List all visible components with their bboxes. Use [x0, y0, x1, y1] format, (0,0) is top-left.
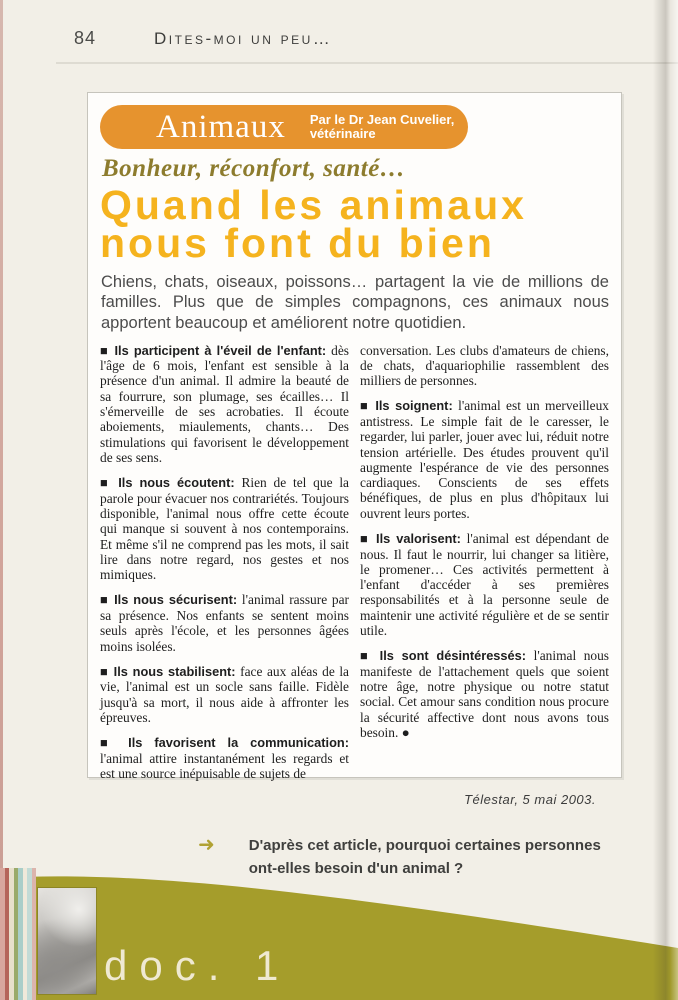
article-title-line2: nous font du bien: [100, 220, 495, 267]
source-credit: Télestar, 5 mai 2003.: [464, 792, 596, 807]
page-right-shadow: [622, 0, 678, 1000]
paragraph: [100, 592, 349, 653]
question-line1: D'après cet article, pourquoi certaines personnes: [248, 837, 601, 854]
paragraph-lead: ■ Ils soignent:: [360, 398, 453, 414]
paragraph-lead: ■ Ils nous sécurisent:: [100, 592, 238, 608]
doc-label: doc. 1: [104, 942, 291, 989]
animal-photo: [38, 888, 96, 994]
arrow-right-icon: ➜: [198, 834, 215, 856]
byline-line2: vétérinaire: [309, 126, 376, 141]
page-edge-line: [0, 0, 3, 1000]
article-intro: Chiens, chats, oiseaux, poissons… partagent la vie de millions de familles. Plus que de simples compagnons, ces animaux nous apportent beaucoup et améliorent notre quotidien.: [101, 273, 609, 332]
paragraph-text: l'animal nous manifeste de l'attachement quels que soient notre âge, notre physique ou notre statut social. Cet amour sans condition nous procure la sécurité affective dont nous avons tous besoin. ●: [360, 648, 610, 740]
paragraph-text: l'animal est dépendant de nous. Il faut le nourrir, lui changer sa litière, le promener… Ces activités permettent à l'enfant d'accéder à ses premières responsabilités et à la personne seule de maintenir une activité régulière et de se sentir utile.: [360, 531, 609, 638]
paragraph: [360, 343, 609, 389]
header-divider: [56, 62, 678, 64]
paragraph: [100, 735, 349, 781]
byline-line1: Par le Dr Jean Cuvelier,: [309, 111, 455, 127]
paragraph: [100, 343, 349, 466]
article-title-line1: Quand les animaux: [100, 182, 527, 228]
paragraph: [360, 531, 609, 638]
paragraph-lead: ■ Ils nous écoutent:: [100, 475, 235, 491]
paragraph: [100, 475, 349, 582]
page-head: [74, 28, 332, 49]
article-columns: [100, 343, 609, 792]
article-banner: [100, 105, 468, 149]
article-title: [100, 182, 609, 267]
column-left: [100, 343, 349, 792]
page-number: 84: [74, 28, 97, 48]
paragraph: [100, 664, 349, 725]
paragraph: [360, 398, 609, 521]
page-edge-stripes: [0, 868, 36, 1000]
footer-band: [0, 868, 678, 1000]
paragraph-lead: ■ Ils participent à l'éveil de l'enfant:: [100, 342, 327, 358]
column-right: [360, 343, 609, 792]
paragraph-lead: ■ Ils nous stabilisent:: [100, 663, 236, 679]
paragraph-text: Rien de tel que la parole pour évacuer nos contrariétés. Toujours disponible, l'animal nous offre cette écoute qui manque si souvent à nos contemporains. Et même s'il ne comprend pas les mots, il sait lire dans notre regard, nos gestes et nos mimiques.: [100, 475, 349, 583]
section-header: Dites-moi un peu…: [154, 29, 333, 48]
paragraph-lead: ■ Ils valorisent:: [360, 531, 461, 547]
article-kicker: Bonheur, réconfort, santé…: [102, 155, 406, 182]
banner-byline: [310, 113, 455, 142]
banner-title: Animaux: [156, 108, 286, 145]
paragraph-text: l'animal rassure par sa présence. Nos enfants se sentent moins seuls après l'école, et les personnes âgées moins isolées.: [100, 592, 349, 654]
question-line2: ont-elles besoin d'un animal ?: [248, 860, 464, 878]
paragraph: [360, 648, 609, 740]
paragraph-text: l'animal est un merveilleux antistress. Le simple fait de le caresser, le regarder, lui parler, jouer avec lui, réduit notre tension artérielle. Des études prouvent qu'il augmente l'espérance de vie des personnes cardiaques. Conscients de ses effets bénéfiques, de plus en plus d'hôpitaux lui ouvrent leurs portes.: [360, 398, 609, 521]
paragraph-text: dès l'âge de 6 mois, l'enfant est sensible à la présence d'un animal. Il admire la beauté de sa fourrure, son plumage, ses écailles… Il s'émerveille de ses acrobaties. Il écoute aboiements, miaulements, chants… Des stimulations qui favorisent le développement de ses sens.: [100, 342, 349, 465]
paragraph-lead: ■ Ils sont désintéressés:: [360, 648, 527, 664]
article-box: [87, 92, 622, 782]
paragraph-text: face aux aléas de la vie, l'animal est un socle sans faille. Fidèle jusqu'à sa mort, il nous aide à affronter les épreuves.: [100, 663, 349, 725]
paragraph-lead: ■ Ils favorisent la communication:: [100, 735, 349, 751]
paragraph-text: conversation. Les clubs d'amateurs de chiens, de chats, d'aquariophilie rassemblent des milliers de personnes.: [360, 342, 609, 389]
paragraph-text: l'animal attire instantanément les regards et est une source inépuisable de sujets de: [100, 750, 349, 782]
